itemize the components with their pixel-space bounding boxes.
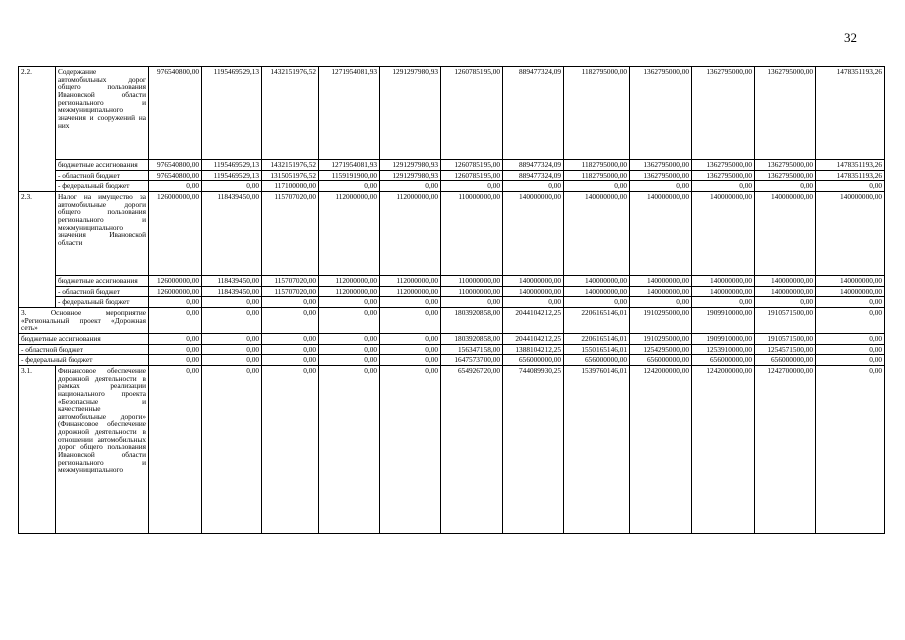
value-cell: 118439450,00: [202, 286, 262, 297]
value-cell: 0,00: [149, 333, 202, 344]
value-cell: 1253910000,00: [692, 344, 755, 355]
value-cell: 1291297980,93: [380, 160, 441, 171]
value-cell: 1362795000,00: [630, 67, 692, 160]
row-name: - федеральный бюджет: [19, 355, 149, 366]
value-cell: 0,00: [319, 344, 380, 355]
value-cell: 0,00: [630, 297, 692, 308]
value-cell: 1182795000,00: [564, 160, 630, 171]
table-row: [19, 344, 885, 355]
value-cell: 0,00: [564, 181, 630, 192]
row-name: - областной бюджет: [56, 170, 149, 181]
value-cell: 1254571500,00: [755, 344, 816, 355]
value-cell: 118439450,00: [202, 275, 262, 286]
table-row: [19, 307, 885, 333]
value-cell: 140000000,00: [564, 275, 630, 286]
value-cell: 654926720,00: [441, 365, 503, 533]
value-cell: 112000000,00: [380, 275, 441, 286]
row-name: - федеральный бюджет: [56, 181, 149, 192]
value-cell: 1910571500,00: [755, 307, 816, 333]
table-row: [19, 333, 885, 344]
value-cell: 1803920858,00: [441, 307, 503, 333]
value-cell: 0,00: [755, 297, 816, 308]
row-name: Налог на имущество за автомобильные дороги общего пользования регионального и межмуниципального значения Ивановской области: [56, 191, 149, 275]
value-cell: 0,00: [380, 365, 441, 533]
value-cell: 126000000,00: [149, 286, 202, 297]
value-cell: 140000000,00: [564, 191, 630, 275]
value-cell: 140000000,00: [630, 286, 692, 297]
value-cell: 1260785195,00: [441, 160, 503, 171]
value-cell: 1362795000,00: [755, 67, 816, 160]
value-cell: 0,00: [262, 365, 319, 533]
value-cell: 126000000,00: [149, 275, 202, 286]
value-cell: 0,00: [202, 181, 262, 192]
row-name: 3. Основное мероприятие «Региональный проект «Дорожная сеть»: [19, 307, 149, 333]
value-cell: 889477324,09: [503, 170, 564, 181]
value-cell: 0,00: [564, 297, 630, 308]
value-cell: 112000000,00: [319, 286, 380, 297]
value-cell: 0,00: [755, 181, 816, 192]
value-cell: 656000000,00: [564, 355, 630, 366]
value-cell: 140000000,00: [755, 286, 816, 297]
value-cell: 1195469529,13: [202, 160, 262, 171]
value-cell: 0,00: [816, 297, 885, 308]
table-row: [19, 365, 885, 533]
value-cell: 0,00: [816, 181, 885, 192]
value-cell: 0,00: [319, 181, 380, 192]
value-cell: 140000000,00: [503, 275, 564, 286]
value-cell: 1182795000,00: [564, 170, 630, 181]
value-cell: 1195469529,13: [202, 170, 262, 181]
row-name: Содержание автомобильных дорог общего пользования Ивановской области регионального и межмуниципального значения и сооружений на них: [56, 67, 149, 160]
value-cell: 140000000,00: [503, 286, 564, 297]
value-cell: 1803920858,00: [441, 333, 503, 344]
row-name: - областной бюджет: [19, 344, 149, 355]
table-row: [19, 355, 885, 366]
value-cell: 889477324,09: [503, 67, 564, 160]
value-cell: 140000000,00: [692, 275, 755, 286]
value-cell: 0,00: [380, 181, 441, 192]
value-cell: 0,00: [262, 307, 319, 333]
value-cell: 1260785195,00: [441, 67, 503, 160]
value-cell: 0,00: [262, 333, 319, 344]
value-cell: 1362795000,00: [692, 160, 755, 171]
value-cell: 0,00: [441, 181, 503, 192]
value-cell: 1539760146,01: [564, 365, 630, 533]
value-cell: 2206165146,01: [564, 333, 630, 344]
value-cell: 0,00: [149, 365, 202, 533]
value-cell: 1242000000,00: [692, 365, 755, 533]
value-cell: 140000000,00: [755, 191, 816, 275]
value-cell: 1432151976,52: [262, 67, 319, 160]
value-cell: 889477324,09: [503, 160, 564, 171]
value-cell: 0,00: [380, 307, 441, 333]
value-cell: 1478351193,26: [816, 170, 885, 181]
value-cell: 0,00: [380, 333, 441, 344]
value-cell: 1291297980,93: [380, 67, 441, 160]
row-code: 2.2.: [19, 67, 56, 192]
value-cell: 1271954081,93: [319, 67, 380, 160]
value-cell: 140000000,00: [816, 286, 885, 297]
value-cell: 110000000,00: [441, 191, 503, 275]
value-cell: 1362795000,00: [692, 170, 755, 181]
value-cell: 744089930,25: [503, 365, 564, 533]
row-name: - областной бюджет: [56, 286, 149, 297]
value-cell: 140000000,00: [630, 191, 692, 275]
value-cell: 656000000,00: [692, 355, 755, 366]
table-row: [19, 170, 885, 181]
budget-table: [18, 66, 885, 534]
value-cell: 140000000,00: [755, 275, 816, 286]
value-cell: 0,00: [816, 333, 885, 344]
page-number: 32: [844, 30, 857, 45]
value-cell: 656000000,00: [630, 355, 692, 366]
value-cell: 117100000,00: [262, 181, 319, 192]
row-name: бюджетные ассигнования: [56, 160, 149, 171]
value-cell: 1432151976,52: [262, 160, 319, 171]
value-cell: 976540800,00: [149, 67, 202, 160]
value-cell: 156347158,00: [441, 344, 503, 355]
value-cell: 2206165146,01: [564, 307, 630, 333]
value-cell: 0,00: [149, 297, 202, 308]
value-cell: 1478351193,26: [816, 67, 885, 160]
row-name: Финансовое обеспечение дорожной деятельности в рамках реализации национального проекта «Безопасные и качественные автомобильные дороги» (Финансовое обеспечение дорожной деятельности в отношении автомобильных дорог общего пользования Ивановской области регионального и межмуниципального: [56, 365, 149, 533]
value-cell: 656000000,00: [503, 355, 564, 366]
value-cell: 1910295000,00: [630, 307, 692, 333]
value-cell: 0,00: [441, 297, 503, 308]
value-cell: 140000000,00: [503, 191, 564, 275]
value-cell: 0,00: [202, 344, 262, 355]
value-cell: 115707020,00: [262, 191, 319, 275]
value-cell: 110000000,00: [441, 286, 503, 297]
value-cell: 656000000,00: [755, 355, 816, 366]
value-cell: 1271954081,93: [319, 160, 380, 171]
value-cell: 2044104212,25: [503, 333, 564, 344]
row-name: бюджетные ассигнования: [56, 275, 149, 286]
value-cell: 0,00: [202, 307, 262, 333]
value-cell: 0,00: [149, 181, 202, 192]
value-cell: 118439450,00: [202, 191, 262, 275]
value-cell: 0,00: [319, 333, 380, 344]
value-cell: 115707020,00: [262, 286, 319, 297]
table-row: [19, 191, 885, 275]
row-code: 3.1.: [19, 365, 56, 533]
table-row: [19, 181, 885, 192]
value-cell: 0,00: [262, 297, 319, 308]
value-cell: 1910295000,00: [630, 333, 692, 344]
value-cell: 1362795000,00: [755, 160, 816, 171]
value-cell: 0,00: [202, 355, 262, 366]
value-cell: 0,00: [202, 333, 262, 344]
value-cell: 1242000000,00: [630, 365, 692, 533]
value-cell: 0,00: [202, 297, 262, 308]
table-row: [19, 275, 885, 286]
value-cell: 112000000,00: [319, 275, 380, 286]
value-cell: 976540800,00: [149, 160, 202, 171]
value-cell: 140000000,00: [630, 275, 692, 286]
table-row: [19, 67, 885, 160]
table-row: [19, 160, 885, 171]
value-cell: 0,00: [149, 307, 202, 333]
value-cell: 1362795000,00: [755, 170, 816, 181]
value-cell: 140000000,00: [692, 286, 755, 297]
value-cell: 115707020,00: [262, 275, 319, 286]
value-cell: 112000000,00: [380, 191, 441, 275]
value-cell: 1910571500,00: [755, 333, 816, 344]
value-cell: 0,00: [503, 181, 564, 192]
table-row: [19, 286, 885, 297]
value-cell: 112000000,00: [380, 286, 441, 297]
value-cell: 0,00: [692, 297, 755, 308]
value-cell: 1909910000,00: [692, 333, 755, 344]
value-cell: 140000000,00: [692, 191, 755, 275]
value-cell: 1315051976,52: [262, 170, 319, 181]
value-cell: 1254295000,00: [630, 344, 692, 355]
value-cell: 140000000,00: [816, 191, 885, 275]
value-cell: 0,00: [692, 181, 755, 192]
value-cell: 0,00: [816, 307, 885, 333]
value-cell: 1159191900,00: [319, 170, 380, 181]
value-cell: 0,00: [149, 355, 202, 366]
value-cell: 0,00: [262, 344, 319, 355]
value-cell: 0,00: [262, 355, 319, 366]
value-cell: 126000000,00: [149, 191, 202, 275]
value-cell: 1647573700,00: [441, 355, 503, 366]
value-cell: 0,00: [319, 365, 380, 533]
value-cell: 1909910000,00: [692, 307, 755, 333]
value-cell: 976540800,00: [149, 170, 202, 181]
row-name: - федеральный бюджет: [56, 297, 149, 308]
value-cell: 0,00: [149, 344, 202, 355]
value-cell: 1388104212,25: [503, 344, 564, 355]
value-cell: 0,00: [503, 297, 564, 308]
value-cell: 0,00: [816, 365, 885, 533]
value-cell: 0,00: [319, 355, 380, 366]
value-cell: 1242700000,00: [755, 365, 816, 533]
value-cell: 1291297980,93: [380, 170, 441, 181]
value-cell: 0,00: [380, 297, 441, 308]
value-cell: 2044104212,25: [503, 307, 564, 333]
value-cell: 1362795000,00: [692, 67, 755, 160]
value-cell: 140000000,00: [816, 275, 885, 286]
table-row: [19, 297, 885, 308]
value-cell: 1550165146,01: [564, 344, 630, 355]
row-name: бюджетные ассигнования: [19, 333, 149, 344]
value-cell: 0,00: [319, 307, 380, 333]
value-cell: 1195469529,13: [202, 67, 262, 160]
value-cell: 110000000,00: [441, 275, 503, 286]
value-cell: 0,00: [816, 355, 885, 366]
value-cell: 0,00: [816, 344, 885, 355]
value-cell: 140000000,00: [564, 286, 630, 297]
value-cell: 0,00: [630, 181, 692, 192]
value-cell: 0,00: [380, 355, 441, 366]
row-code: 2.3.: [19, 191, 56, 307]
value-cell: 112000000,00: [319, 191, 380, 275]
value-cell: 1478351193,26: [816, 160, 885, 171]
value-cell: 1182795000,00: [564, 67, 630, 160]
value-cell: 1260785195,00: [441, 170, 503, 181]
value-cell: 0,00: [202, 365, 262, 533]
value-cell: 1362795000,00: [630, 160, 692, 171]
value-cell: 0,00: [319, 297, 380, 308]
value-cell: 0,00: [380, 344, 441, 355]
value-cell: 1362795000,00: [630, 170, 692, 181]
